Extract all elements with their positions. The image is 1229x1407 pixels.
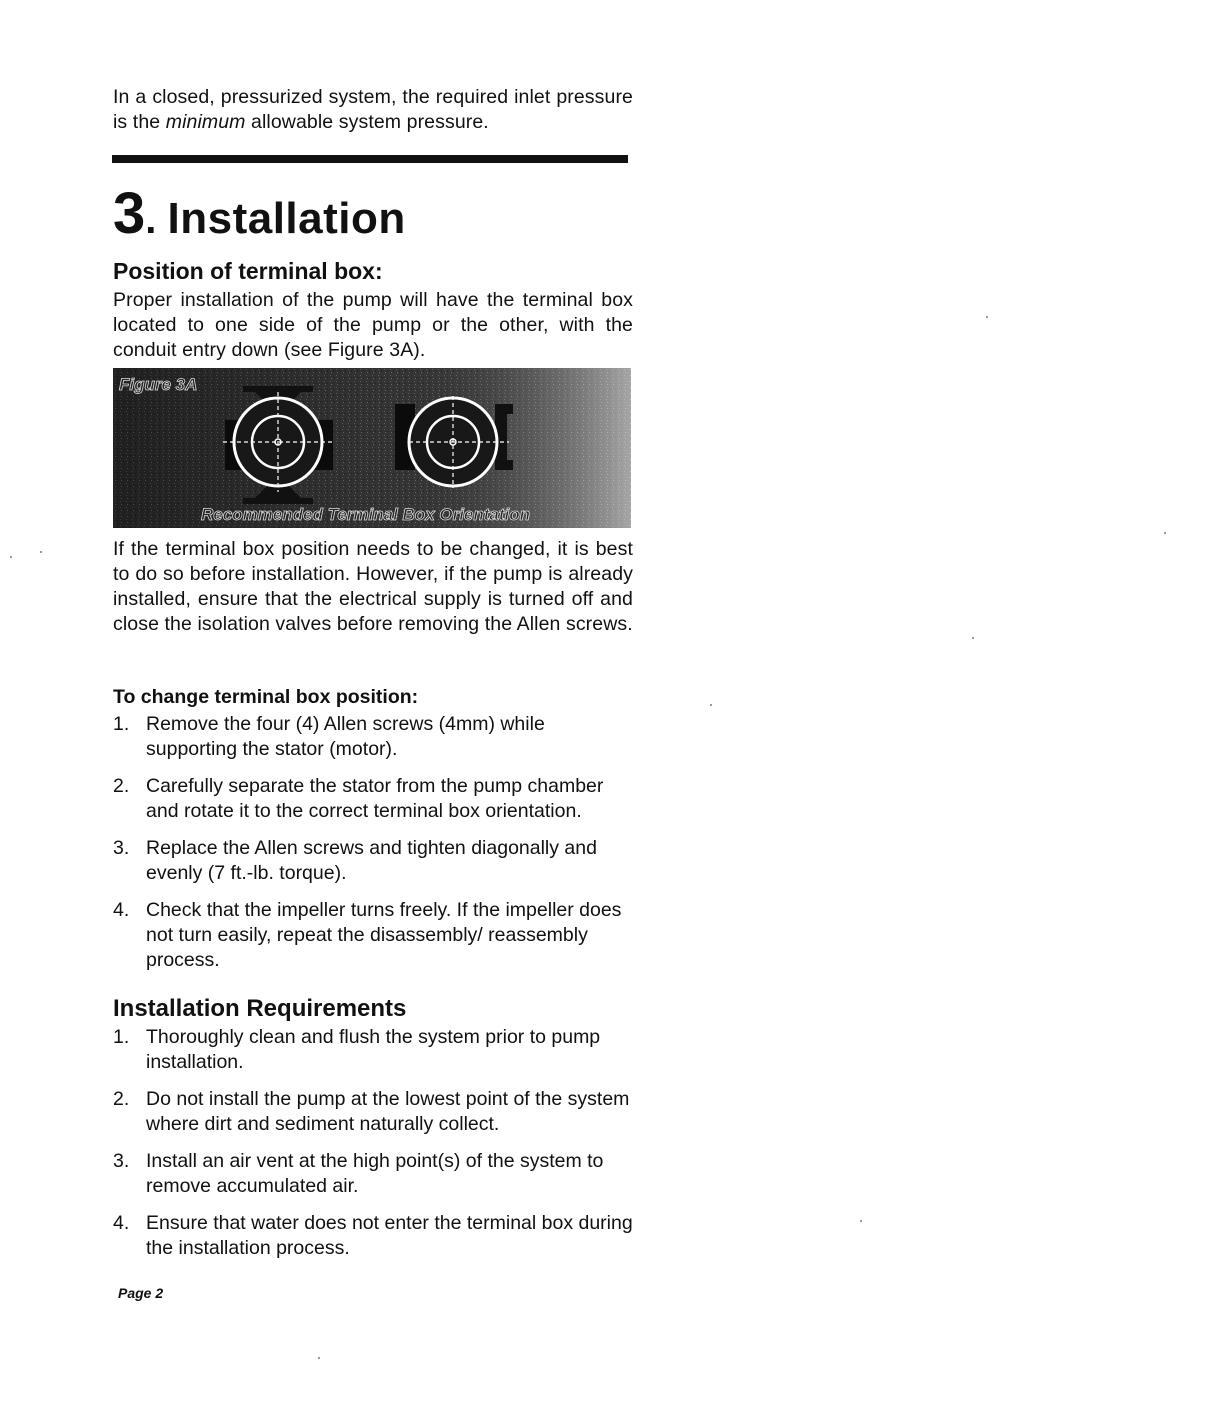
step-text: Install an air vent at the high point(s) of the system to remove accumulated air. bbox=[146, 1150, 604, 1197]
figure-label: Figure 3A bbox=[119, 375, 198, 394]
scan-speck bbox=[710, 704, 712, 706]
step-number: 4. bbox=[113, 1212, 130, 1234]
scan-speck bbox=[1164, 532, 1166, 534]
step-text: Remove the four (4) Allen screws (4mm) while supporting the stator (motor). bbox=[146, 713, 545, 760]
terminal-box-position-text: Proper installation of the pump will have the terminal box located to one side of the pump or the other, with the conduit entry down (see Figure 3A). bbox=[113, 289, 633, 361]
list-item bbox=[113, 898, 638, 973]
figure-3a-illustration bbox=[113, 368, 631, 528]
step-number: 4. bbox=[113, 899, 130, 921]
step-text: Check that the impeller turns freely. If the impeller does not turn easily, repeat the disassembly/ reassembly process. bbox=[146, 899, 622, 971]
list-item bbox=[113, 712, 638, 762]
change-position-intro: If the terminal box position needs to be changed, it is best to do so before installation. However, if the pump is already installed, ensure that the electrical supply is turned off and close the isolation valves before removing the Allen screws. bbox=[113, 538, 633, 635]
scan-speck bbox=[40, 551, 42, 553]
installation-requirements-steps bbox=[113, 1025, 638, 1273]
section-heading bbox=[113, 180, 406, 247]
step-text: Ensure that water does not enter the terminal box during the installation process. bbox=[146, 1212, 633, 1259]
scan-speck bbox=[318, 1357, 320, 1359]
page-number: Page 2 bbox=[118, 1285, 164, 1301]
intro-text-start: In a closed, pressurized system, the required inlet pressure is the bbox=[113, 86, 633, 133]
list-item bbox=[113, 1149, 638, 1199]
installation-requirements-title: Installation Requirements bbox=[113, 995, 407, 1022]
figure-caption: Recommended Terminal Box Orientation bbox=[201, 505, 531, 524]
step-number: 3. bbox=[113, 1150, 130, 1172]
section-title: Installation bbox=[167, 194, 406, 243]
step-text: Replace the Allen screws and tighten diagonally and evenly (7 ft.-lb. torque). bbox=[146, 837, 597, 884]
list-item bbox=[113, 1087, 638, 1137]
step-text: Do not install the pump at the lowest point of the system where dirt and sediment naturally collect. bbox=[146, 1088, 630, 1135]
scan-speck bbox=[972, 637, 974, 639]
scan-speck bbox=[860, 1220, 862, 1222]
step-text: Thoroughly clean and flush the system prior to pump installation. bbox=[146, 1026, 601, 1073]
intro-text-end: allowable system pressure. bbox=[245, 111, 489, 133]
list-item bbox=[113, 774, 638, 824]
scan-speck bbox=[10, 556, 12, 558]
step-number: 1. bbox=[113, 1026, 130, 1048]
scan-speck bbox=[986, 316, 988, 318]
section-divider bbox=[112, 155, 628, 163]
list-item bbox=[113, 1211, 638, 1261]
intro-paragraph bbox=[113, 85, 633, 135]
step-number: 1. bbox=[113, 713, 130, 735]
step-number: 3. bbox=[113, 837, 130, 859]
intro-emphasis: minimum bbox=[165, 111, 246, 133]
step-number: 2. bbox=[113, 1088, 130, 1110]
section-number-dot: . bbox=[145, 198, 168, 242]
step-text: Carefully separate the stator from the pump chamber and rotate it to the correct terminal box orientation. bbox=[146, 775, 604, 822]
list-item bbox=[113, 1025, 638, 1075]
section-number: 3 bbox=[113, 181, 146, 246]
change-position-title: To change terminal box position: bbox=[113, 686, 419, 708]
change-position-steps bbox=[113, 712, 638, 985]
figure-3a bbox=[113, 368, 631, 528]
list-item bbox=[113, 836, 638, 886]
step-number: 2. bbox=[113, 775, 130, 797]
terminal-box-position-title: Position of terminal box: bbox=[113, 258, 383, 284]
